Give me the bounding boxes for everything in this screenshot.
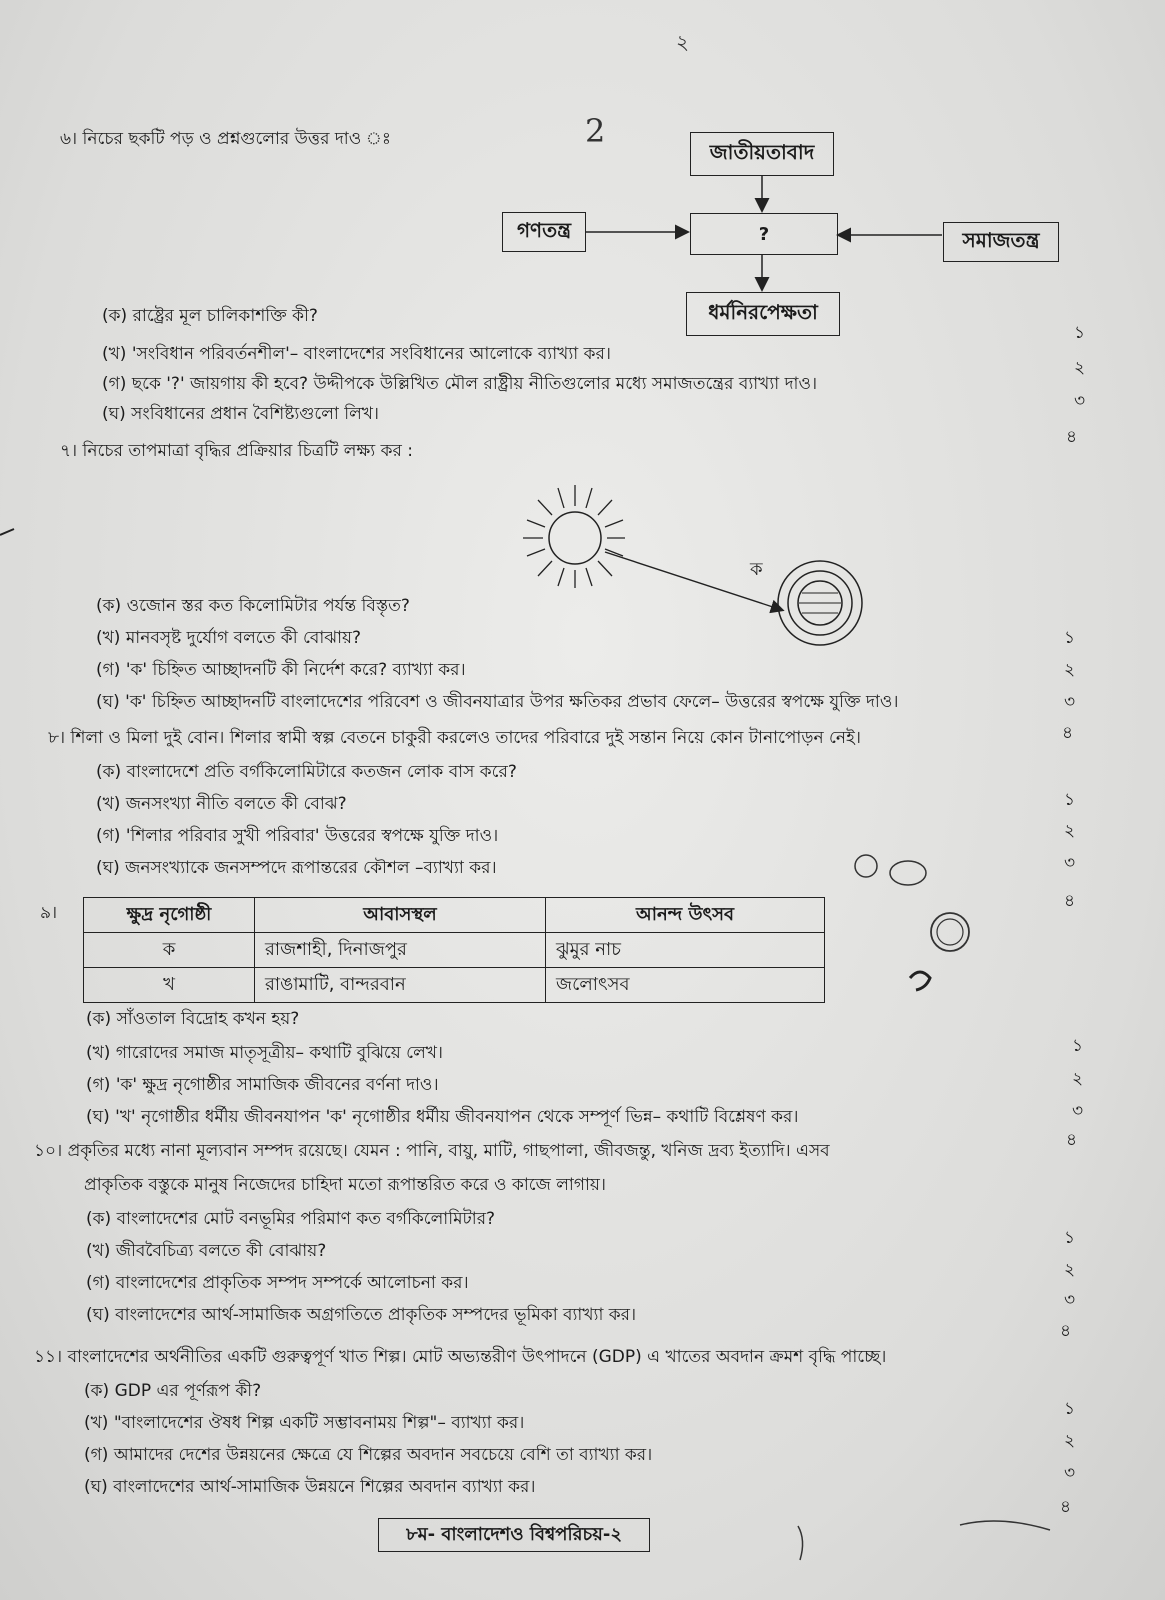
footer-title: ৮ম- বাংলাদেশও বিশ্বপরিচয়-২ <box>378 1518 650 1552</box>
q11-prompt: বাংলাদেশের অর্থনীতির একটি গুরুত্বপূর্ণ খাত শিল্প। মোট অভ্যন্তরীণ উৎপাদনে (GDP) এ খাতের অবদান ক্রমশ বৃদ্ধি পাচ্ছে। <box>67 1347 887 1367</box>
q9-sub-d: (ঘ) 'খ' নৃগোষ্ঠীর ধর্মীয় জীবনযাপন 'ক' নৃগোষ্ঠীর ধর্মীয় জীবনযাপন থেকে সম্পূর্ণ ভিন্ন– কথাটি বিশ্লেষণ কর। <box>86 1107 799 1127</box>
q9-mark-a: ১ <box>1072 1036 1084 1056</box>
diagram-box-right: সমাজতন্ত্র <box>943 222 1059 262</box>
q10-mark-b: ২ <box>1064 1260 1076 1280</box>
q9-sub-a: (ক) সাঁওতাল বিদ্রোহ কখন হয়? <box>86 1009 300 1029</box>
q9-number: ৯। <box>40 903 58 923</box>
q8-sub-c: (গ) 'শিলার পরিবার সুখী পরিবার' উত্তরের স্বপক্ষে যুক্তি দাও। <box>96 826 499 846</box>
q8-sub-a: (ক) বাংলাদেশে প্রতি বর্গকিলোমিটারে কতজন লোক বাস করে? <box>96 762 517 782</box>
table-cell: খ <box>84 968 255 1003</box>
diagram-box-left: গণতন্ত্র <box>502 212 586 252</box>
q8-sub-b: (খ) জনসংখ্যা নীতি বলতে কী বোঝ? <box>96 794 347 814</box>
q7-number: ৭। <box>60 441 78 461</box>
figure-label-ka: ক <box>750 559 763 580</box>
table-cell: ঝুমুর নাচ <box>546 933 825 968</box>
q7-sub-c: (গ) 'ক' চিহ্নিত আচ্ছাদনটি কী নির্দেশ করে? ব্যাখ্যা কর। <box>96 660 466 680</box>
q7-mark-b: ২ <box>1064 660 1076 680</box>
q9-mark-c: ৩ <box>1072 1101 1084 1121</box>
q11-mark-a: ১ <box>1064 1399 1076 1419</box>
q6-sub-d: (ঘ) সংবিধানের প্রধান বৈশিষ্ট্যগুলো লিখ। <box>102 404 379 424</box>
q7-mark-d: ৪ <box>1062 723 1074 743</box>
diagram-box-center: ? <box>690 213 838 255</box>
handwritten-mark: 2 <box>585 112 606 150</box>
q9-mark-b: ২ <box>1072 1069 1084 1089</box>
q11-mark-b: ২ <box>1064 1431 1076 1451</box>
table-header: ক্ষুদ্র নৃগোষ্ঠী <box>84 898 255 933</box>
q9-sub-c: (গ) 'ক' ক্ষুদ্র নৃগোষ্ঠীর সামাজিক জীবনের বর্ণনা দাও। <box>86 1075 439 1095</box>
q11-sub-c: (গ) আমাদের দেশের উন্নয়নের ক্ষেত্রে যে শিল্পের অবদান সবচেয়ে বেশি তা ব্যাখ্যা কর। <box>84 1445 653 1465</box>
q6-number: ৬। <box>60 129 78 149</box>
q7-prompt: নিচের তাপমাত্রা বৃদ্ধির প্রক্রিয়ার চিত্রটি লক্ষ্য কর : <box>82 441 413 461</box>
q8-number: ৮। <box>48 728 66 748</box>
q11-mark-c: ৩ <box>1064 1463 1076 1483</box>
diagram-box-bottom: ধর্মনিরপেক্ষতা <box>686 292 840 336</box>
q10-mark-d: ৪ <box>1060 1321 1072 1341</box>
q6-mark-a: ১ <box>1074 323 1086 343</box>
q7-sub-b: (খ) মানবসৃষ্ট দুর্যোগ বলতে কী বোঝায়? <box>96 628 362 648</box>
table-header: আনন্দ উৎসব <box>546 898 825 933</box>
q10-number: ১০। <box>34 1141 63 1161</box>
q10-sub-d: (ঘ) বাংলাদেশের আর্থ-সামাজিক অগ্রগতিতে প্রাকৃতিক সম্পদের ভূমিকা ব্যাখ্যা কর। <box>86 1305 637 1325</box>
q7-sub-d: (ঘ) 'ক' চিহ্নিত আচ্ছাদনটি বাংলাদেশের পরিবেশ ও জীবনযাত্রার উপর ক্ষতিকর প্রভাব ফেলে– উত্তরের স্বপক্ষে যুক্তি দাও। <box>96 692 899 712</box>
q7-sub-a: (ক) ওজোন স্তর কত কিলোমিটার পর্যন্ত বিস্তৃত? <box>96 596 410 616</box>
q8-mark-c: ৩ <box>1064 853 1076 873</box>
table-header: আবাসস্থল <box>255 898 546 933</box>
q7-mark-c: ৩ <box>1064 692 1076 712</box>
table-cell: রাঙামাটি, বান্দরবান <box>255 968 546 1003</box>
q6-prompt: নিচের ছকটি পড় ও প্রশ্নগুলোর উত্তর দাও ঃ <box>82 129 391 149</box>
q11-sub-a: (ক) GDP এর পূর্ণরূপ কী? <box>84 1381 262 1401</box>
q7-mark-a: ১ <box>1064 628 1076 648</box>
q8-sub-d: (ঘ) জনসংখ্যাকে জনসম্পদে রূপান্তরের কৌশল –ব্যাখ্যা কর। <box>96 858 497 878</box>
q8-mark-b: ২ <box>1064 821 1076 841</box>
q6-mark-d: ৪ <box>1066 427 1078 447</box>
table-cell: জলোৎসব <box>546 968 825 1003</box>
diagram-box-top: জাতীয়তাবাদ <box>690 132 834 176</box>
page-top-mark: ২ <box>676 30 690 54</box>
q8-mark-d: ৪ <box>1064 891 1076 911</box>
q9-mark-d: ৪ <box>1066 1130 1078 1150</box>
q11-number: ১১। <box>34 1347 63 1367</box>
q10-prompt-1: প্রকৃতির মধ্যে নানা মূল্যবান সম্পদ রয়েছে। যেমন : পানি, বায়ু, মাটি, গাছপালা, জীবজন্তু, খনিজ দ্রব্য ইত্যাদি। এসব <box>67 1141 830 1161</box>
q10-prompt-2: প্রাকৃতিক বস্তুকে মানুষ নিজেদের চাহিদা মতো রূপান্তরিত করে ও কাজে লাগায়। <box>84 1175 606 1195</box>
q11-sub-d: (ঘ) বাংলাদেশের আর্থ-সামাজিক উন্নয়নে শিল্পের অবদান ব্যাখ্যা কর। <box>84 1477 536 1497</box>
q6-sub-c: (গ) ছকে '?' জায়গায় কী হবে? উদ্দীপকে উল্লিখিত মৌল রাষ্ট্রীয় নীতিগুলোর মধ্যে সমাজতন্ত্রের ব্যাখ্যা দাও। <box>102 374 818 394</box>
q6-sub-a: (ক) রাষ্ট্রের মূল চালিকাশক্তি কী? <box>102 306 318 326</box>
q10-sub-b: (খ) জীববৈচিত্র্য বলতে কী বোঝায়? <box>86 1241 327 1261</box>
q10-mark-a: ১ <box>1064 1228 1076 1248</box>
table-cell: ক <box>84 933 255 968</box>
q10-mark-c: ৩ <box>1064 1290 1076 1310</box>
q9-sub-b: (খ) গারোদের সমাজ মাতৃসূত্রীয়– কথাটি বুঝিয়ে লেখ। <box>86 1043 443 1063</box>
q6-mark-b: ২ <box>1074 358 1086 378</box>
q6-sub-b: (খ) 'সংবিধান পরিবর্তনশীল'– বাংলাদেশের সংবিধানের আলোকে ব্যাখ্যা কর। <box>102 344 611 364</box>
q10-sub-c: (গ) বাংলাদেশের প্রাকৃতিক সম্পদ সম্পর্কে আলোচনা কর। <box>86 1273 469 1293</box>
q11-mark-d: ৪ <box>1060 1497 1072 1517</box>
table-cell: রাজশাহী, দিনাজপুর <box>255 933 546 968</box>
q8-prompt: শিলা ও মিলা দুই বোন। শিলার স্বামী স্বল্প বেতনে চাকুরী করলেও তাদের পরিবারে দুই সন্তান নিয়ে কোন টানাপোড়ন নেই। <box>70 728 861 748</box>
q8-mark-a: ১ <box>1064 790 1076 810</box>
q6-mark-c: ৩ <box>1074 391 1086 411</box>
q10-sub-a: (ক) বাংলাদেশের মোট বনভূমির পরিমাণ কত বর্গকিলোমিটার? <box>86 1209 496 1229</box>
q11-sub-b: (খ) "বাংলাদেশের ঔষধ শিল্প একটি সম্ভাবনাময় শিল্প"– ব্যাখ্যা কর। <box>84 1413 525 1433</box>
